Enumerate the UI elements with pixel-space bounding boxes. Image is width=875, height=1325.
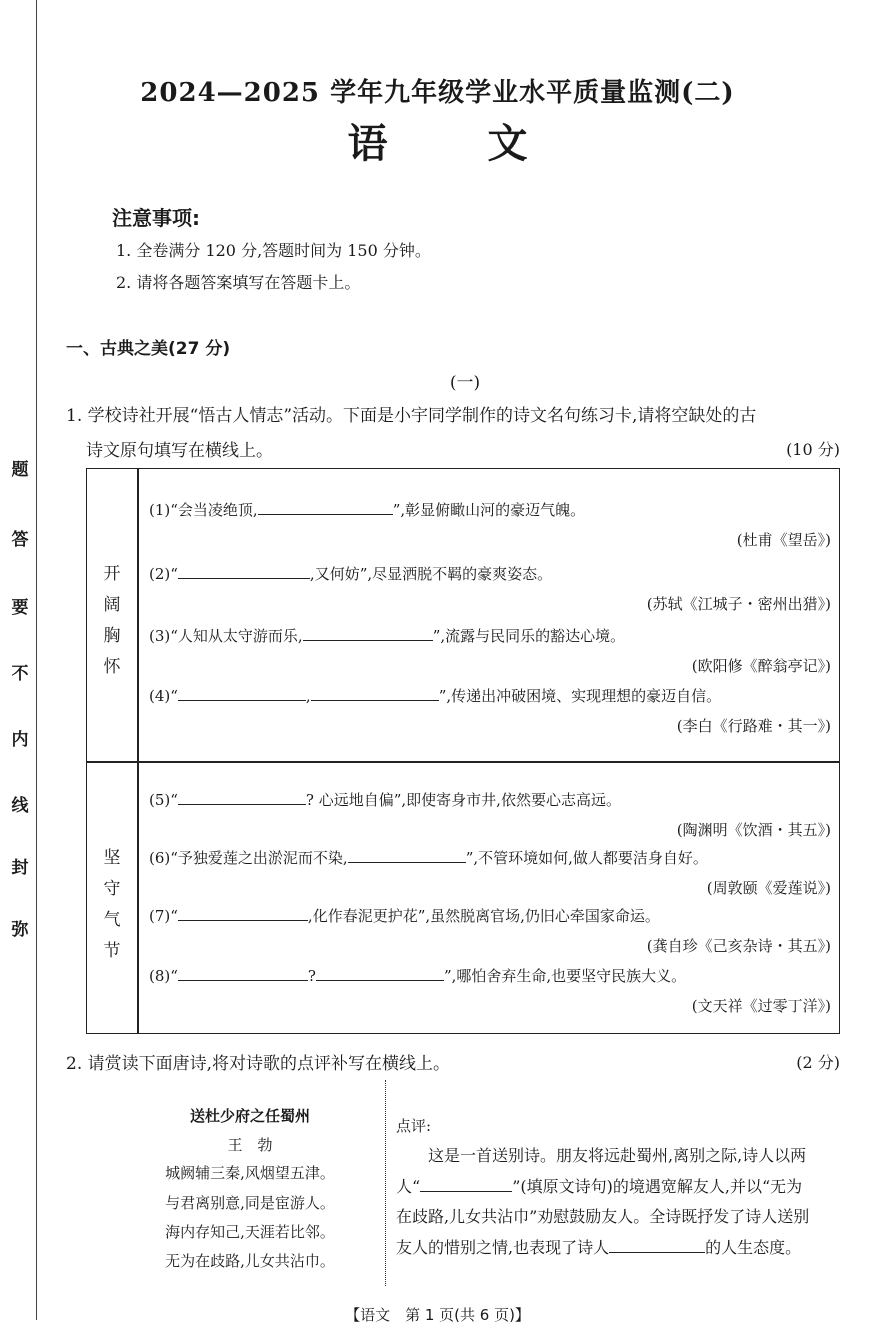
seal-char: 内 — [11, 730, 29, 750]
review-line: 这是一首送别诗。朋友将远赴蜀州,离别之际,诗人以两 — [428, 1146, 807, 1165]
answer-blank[interactable] — [178, 790, 306, 805]
q1-stem-line1: 1. 学校诗社开展“悟古人情志”活动。下面是小宇同学制作的诗文名句练习卡,请将空缺处的古 — [66, 406, 757, 426]
answer-blank[interactable] — [303, 626, 433, 641]
practice-card — [86, 468, 840, 1034]
item-source: (苏轼《江城子・密州出猎》) — [646, 595, 831, 613]
group-label-integrity — [87, 843, 137, 967]
fill-item-8 — [149, 965, 686, 986]
review-label: 点评: — [396, 1117, 432, 1135]
page-footer: 【语文 第 1 页(共 6 页)】 — [345, 1306, 530, 1324]
fill-item-4 — [149, 685, 721, 706]
item-source: (杜甫《望岳》) — [736, 531, 831, 549]
label-char: 怀 — [103, 657, 121, 677]
item-text: (5)“ — [149, 791, 178, 809]
item-text: ? 心远地自偏”,即使寄身市井,依然要心志高远。 — [305, 791, 621, 809]
item-source: (欧阳修《醉翁亭记》) — [691, 657, 831, 675]
poem-author: 王 勃 — [227, 1136, 273, 1154]
item-text: (6)“予独爱莲之出淤泥而不染, — [149, 849, 348, 867]
seal-char: 要 — [11, 598, 29, 618]
item-source: (李白《行路难・其一》) — [676, 717, 831, 735]
item-source: (陶渊明《饮酒・其五》) — [676, 821, 831, 839]
poem-title: 送杜少府之任蜀州 — [189, 1107, 310, 1125]
answer-blank[interactable] — [420, 1177, 512, 1192]
item-text: (2)“ — [149, 565, 178, 583]
notice-item: 1. 全卷满分 120 分,答题时间为 150 分钟。 — [116, 241, 431, 260]
notice-item: 2. 请将各题答案填写在答题卡上。 — [116, 273, 361, 292]
subject-char: 文 — [487, 120, 528, 167]
item-text: ? — [307, 967, 316, 985]
review-text: 的人生态度。 — [705, 1238, 802, 1257]
item-text: (8)“ — [149, 967, 178, 985]
q1-stem-line2: 诗文原句填写在横线上。 — [86, 441, 273, 461]
q2-stem: 2. 请赏读下面唐诗,将对诗歌的点评补写在横线上。 — [66, 1054, 451, 1074]
label-char: 胸 — [103, 626, 121, 646]
poem-line: 无为在歧路,儿女共沾巾。 — [165, 1252, 335, 1270]
seal-char: 答 — [11, 530, 29, 550]
review-text: 友人的惜别之情,也表现了诗人 — [396, 1238, 610, 1257]
label-char: 守 — [103, 879, 121, 899]
item-text: (1)“会当凌绝顶, — [149, 501, 258, 519]
subject-char: 语 — [347, 120, 388, 167]
answer-blank[interactable] — [311, 686, 439, 701]
item-text: ,又何妨”,尽显洒脱不羁的豪爽姿态。 — [309, 565, 553, 583]
review-text: 人“ — [396, 1177, 421, 1196]
part-label: (一) — [449, 373, 481, 393]
item-text: (7)“ — [149, 907, 178, 925]
item-text: , — [305, 687, 311, 705]
fill-item-3 — [149, 625, 625, 646]
answer-blank[interactable] — [316, 966, 444, 981]
group-label-open-mind — [87, 559, 137, 683]
item-text: ”,彰显俯瞰山河的豪迈气魄。 — [392, 501, 586, 519]
exam-title: 2024—2025 学年九年级学业水平质量监测(二) — [140, 78, 735, 108]
poem-line: 与君离别意,同是宦游人。 — [165, 1194, 335, 1212]
section-title: 一、古典之美(27 分) — [66, 339, 231, 359]
seal-char: 封 — [11, 858, 29, 878]
poem-line: 海内存知己,天涯若比邻。 — [165, 1223, 335, 1241]
fill-item-1 — [149, 499, 585, 520]
item-source: (龚自珍《己亥杂诗・其五》) — [646, 937, 831, 955]
fill-item-7 — [149, 905, 660, 926]
label-char: 阔 — [103, 595, 121, 615]
review-text: ”(填原文诗句)的境遇宽解友人,并以“无为 — [512, 1177, 803, 1196]
dotted-divider — [385, 1080, 386, 1286]
seal-char: 弥 — [11, 920, 29, 940]
item-source: (周敦颐《爱莲说》) — [706, 879, 831, 897]
item-text: ,化作春泥更护花”,虽然脱离官场,仍旧心牵国家命运。 — [307, 907, 660, 925]
binding-margin-line — [36, 0, 37, 1320]
fill-item-6 — [149, 847, 708, 868]
item-text: ”,传递出冲破困境、实现理想的豪迈自信。 — [438, 687, 722, 705]
item-text: (4)“ — [149, 687, 178, 705]
answer-blank[interactable] — [609, 1238, 705, 1253]
answer-blank[interactable] — [178, 966, 308, 981]
label-char: 气 — [103, 910, 121, 930]
answer-blank[interactable] — [178, 906, 308, 921]
q1-points: (10 分) — [786, 440, 840, 459]
item-text: ”,哪怕舍弃生命,也要坚守民族大义。 — [443, 967, 687, 985]
answer-blank[interactable] — [178, 686, 306, 701]
seal-char: 线 — [11, 796, 29, 816]
poem-line: 城阙辅三秦,风烟望五津。 — [165, 1164, 335, 1182]
subject-title — [0, 112, 875, 169]
review-line — [396, 1174, 802, 1197]
seal-char: 题 — [11, 460, 29, 480]
card-divider — [87, 761, 839, 763]
label-char: 开 — [103, 564, 121, 584]
item-text: (3)“人知从太守游而乐, — [149, 627, 303, 645]
fill-item-2 — [149, 563, 552, 584]
fill-item-5 — [149, 789, 621, 810]
answer-blank[interactable] — [258, 500, 393, 515]
notice-heading: 注意事项: — [112, 206, 200, 230]
seal-char: 不 — [11, 664, 29, 684]
item-text: ”,流露与民同乐的豁达心境。 — [432, 627, 626, 645]
card-divider — [137, 469, 139, 1033]
item-text: ”,不管环境如何,做人都要洁身自好。 — [465, 849, 708, 867]
label-char: 坚 — [103, 848, 121, 868]
review-line: 在歧路,儿女共沾巾”劝慰鼓励友人。全诗既抒发了诗人送别 — [396, 1207, 810, 1226]
q2-points: (2 分) — [796, 1053, 840, 1072]
answer-blank[interactable] — [178, 564, 310, 579]
item-source: (文天祥《过零丁洋》) — [691, 997, 831, 1015]
label-char: 节 — [103, 941, 121, 961]
answer-blank[interactable] — [348, 848, 466, 863]
review-line — [396, 1235, 801, 1258]
